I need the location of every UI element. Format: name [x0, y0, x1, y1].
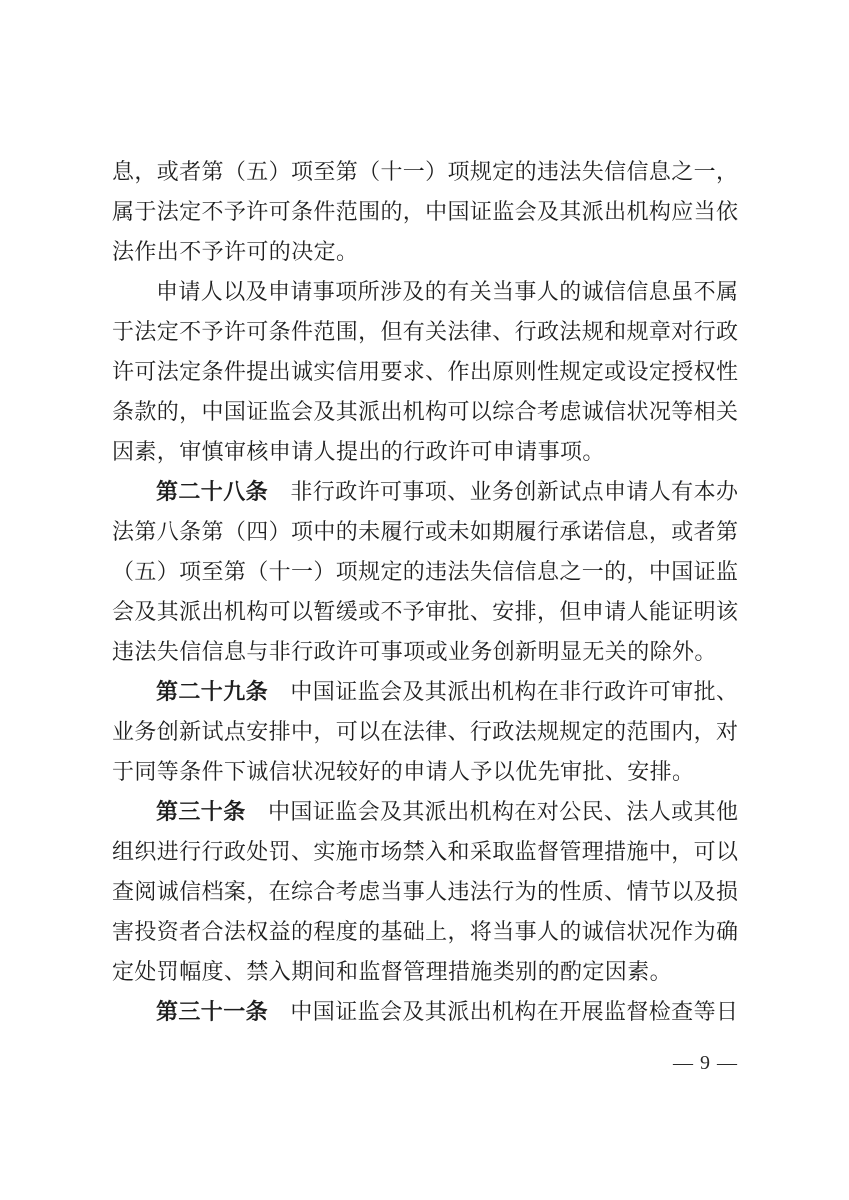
text-block — [112, 152, 738, 1032]
text-line: 业务创新试点安排中，可以在法律、行政法规规定的范围内，对 — [112, 719, 738, 744]
text-line: 息，或者第（五）项至第（十一）项规定的违法失信信息之一， — [112, 159, 738, 184]
article-29-text: 中国证监会及其派出机构在非行政许可审批、 — [268, 679, 738, 704]
article-28-text: 非行政许可事项、业务创新试点申请人有本办 — [268, 479, 738, 504]
text-line: 组织进行行政处罚、实施市场禁入和采取监督管理措施中，可以 — [112, 839, 738, 864]
text-line: 定处罚幅度、禁入期间和监督管理措施类别的酌定因素。 — [112, 959, 673, 984]
text-line — [112, 792, 738, 832]
text-line: 法作出不予许可的决定。 — [112, 239, 359, 264]
article-29-number: 第二十九条 — [156, 679, 268, 704]
text-line: 属于法定不予许可条件范围的，中国证监会及其派出机构应当依 — [112, 199, 738, 224]
text-line: 申请人以及申请事项所涉及的有关当事人的诚信信息虽不属 — [156, 279, 738, 304]
text-line: （五）项至第（十一）项规定的违法失信信息之一的，中国证监 — [112, 559, 738, 584]
text-line: 违法失信信息与非行政许可事项或业务创新明显无关的除外。 — [112, 639, 717, 664]
article-31-number: 第三十一条 — [156, 999, 268, 1024]
text-line: 会及其派出机构可以暂缓或不予审批、安排，但申请人能证明该 — [112, 599, 738, 624]
text-line: 查阅诚信档案，在综合考虑当事人违法行为的性质、情节以及损 — [112, 879, 738, 904]
article-30-text: 中国证监会及其派出机构在对公民、法人或其他 — [245, 799, 738, 824]
text-line — [112, 672, 738, 712]
text-line: 于法定不予许可条件范围，但有关法律、行政法规和规章对行政 — [112, 319, 738, 344]
page-number: — 9 — — [673, 1052, 738, 1074]
text-line: 因素，审慎审核申请人提出的行政许可申请事项。 — [112, 439, 605, 464]
text-line: 许可法定条件提出诚实信用要求、作出原则性规定或设定授权性 — [112, 359, 738, 384]
text-line — [112, 472, 738, 512]
article-28-number: 第二十八条 — [156, 479, 268, 504]
text-line — [112, 992, 738, 1032]
article-30-number: 第三十条 — [156, 799, 246, 824]
text-line: 害投资者合法权益的程度的基础上，将当事人的诚信状况作为确 — [112, 919, 738, 944]
text-line: 条款的，中国证监会及其派出机构可以综合考虑诚信状况等相关 — [112, 399, 738, 424]
text-line: 于同等条件下诚信状况较好的申请人予以优先审批、安排。 — [112, 759, 695, 784]
text-line: 法第八条第（四）项中的未履行或未如期履行承诺信息，或者第 — [112, 519, 738, 544]
article-31-text: 中国证监会及其派出机构在开展监督检查等日 — [268, 999, 738, 1024]
